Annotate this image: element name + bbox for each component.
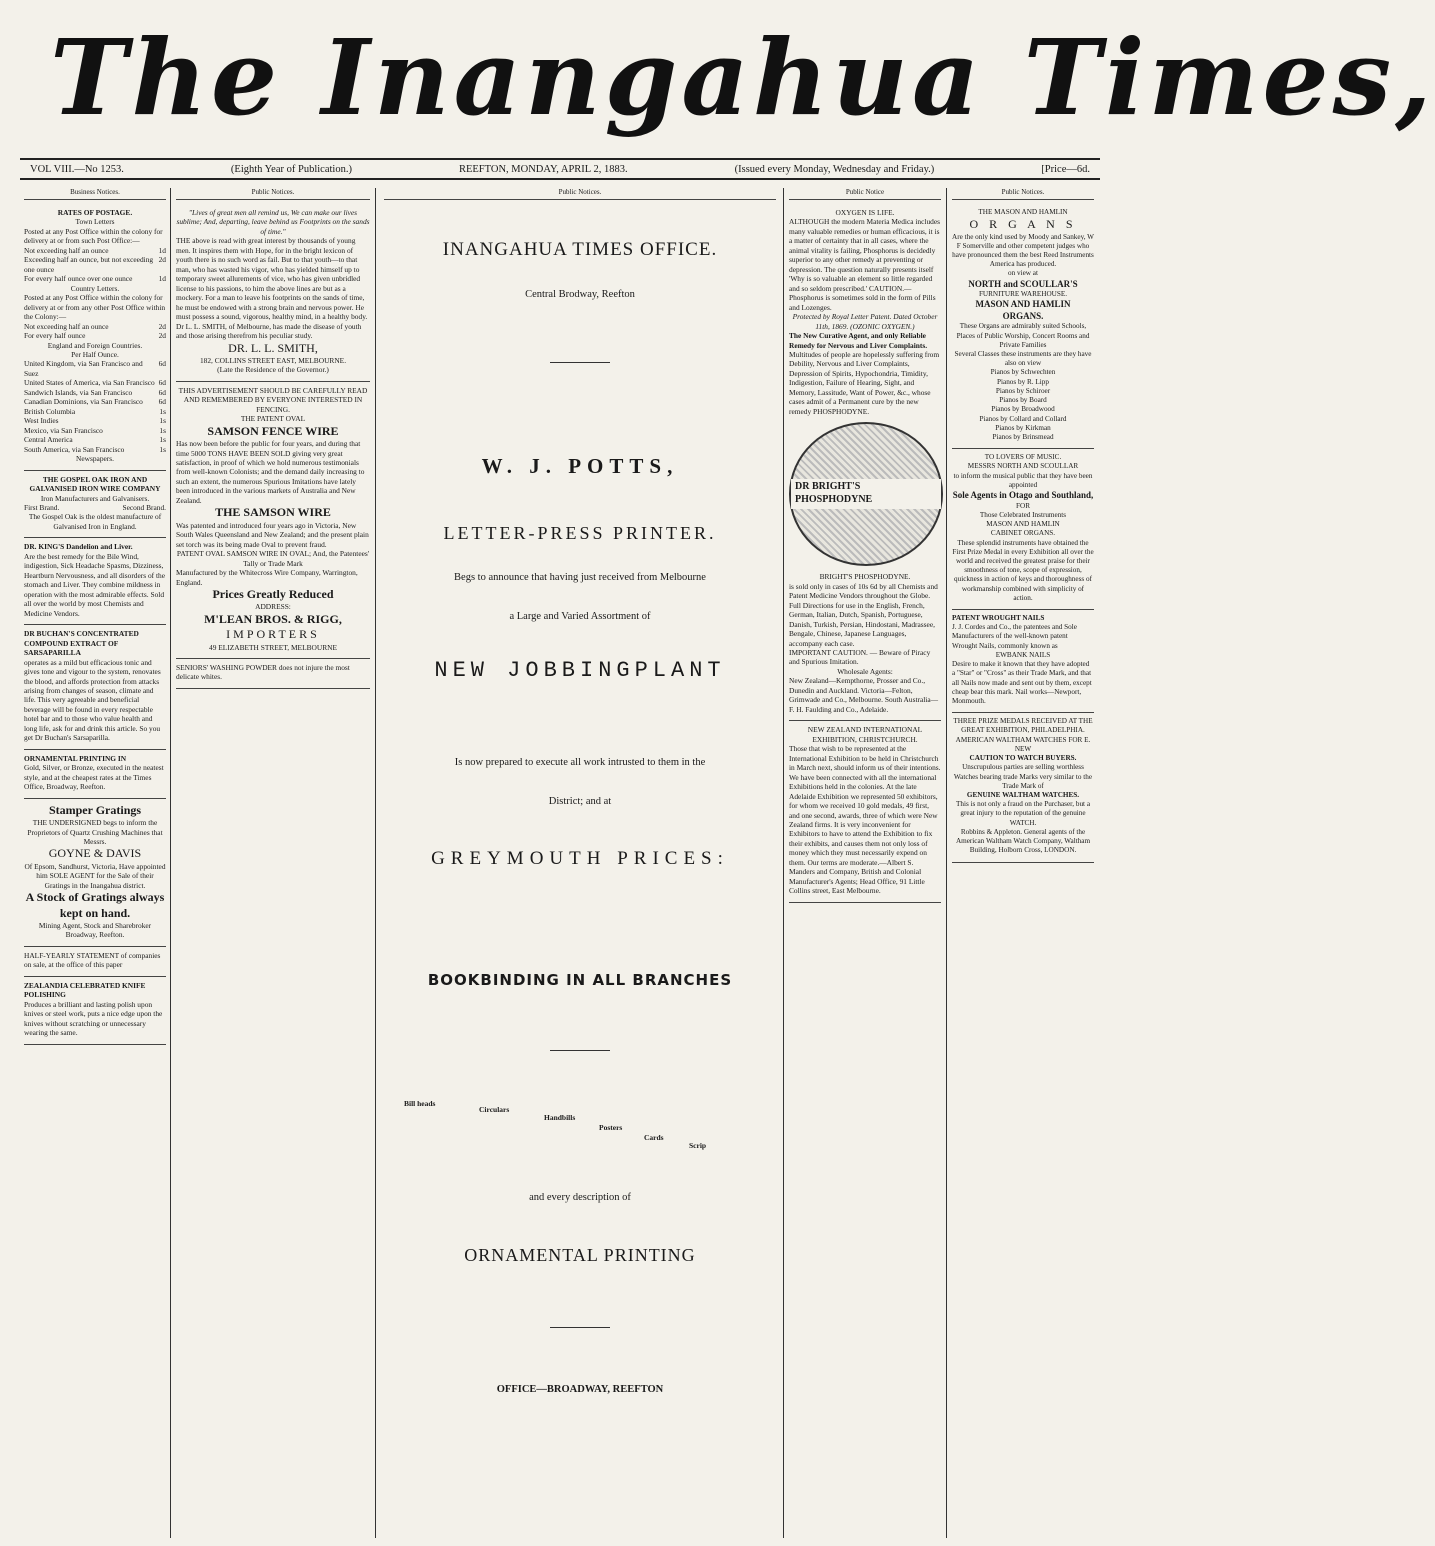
north-scoullar: NORTH and SCOULLAR'S bbox=[968, 278, 1078, 289]
column-rule bbox=[375, 188, 376, 1538]
half-yearly-ad bbox=[24, 947, 166, 977]
prize-medals: THREE PRIZE MEDALS RECEIVED AT THE GREAT EXHIBITION, PHILADELPHIA. bbox=[953, 717, 1093, 735]
circulars: Circulars bbox=[479, 1105, 510, 1115]
zealandia-text: Produces a brilliant and lasting polish upon knives or steel work, puts a nice edge upon the knives without scratching or unnecessary wearing the same. bbox=[24, 999, 163, 1038]
postage-rates-notice bbox=[24, 204, 166, 471]
piano-item: Pianos by Broadwood bbox=[991, 405, 1055, 414]
seniors-text: SENIORS' WASHING POWDER does not injure the most delicate whites. bbox=[176, 662, 350, 682]
messrs-north: MESSRS NORTH AND SCOULLAR bbox=[967, 462, 1079, 471]
on-view: on view at bbox=[1008, 269, 1038, 278]
furniture-warehouse: FURNITURE WAREHOUSE. bbox=[978, 290, 1068, 299]
rate-row: Sandwich Islands, via San Francisco 6d bbox=[24, 387, 166, 397]
issue-date: REEFTON, MONDAY, APRIL 2, 1883. bbox=[458, 163, 628, 175]
importers: IMPORTERS bbox=[226, 627, 320, 642]
ornamental-text: Gold, Silver, or Bronze, executed in the neatest style, and at the cheapest rates at the Times Office, Broadway, Reefton. bbox=[24, 763, 164, 792]
wrought-nails-ad bbox=[952, 610, 1094, 713]
curative-agent: The New Curative Agent, and only Reliable Remedy for Nervous and Liver Complaints. bbox=[789, 331, 928, 350]
mason-text: Are the only kind used by Moody and Sankey, W F Somerville and other competent judges who have pronounced them the best Reed Instruments America has produced. bbox=[952, 232, 1094, 269]
prices-reduced: Prices Greatly Reduced bbox=[212, 586, 334, 601]
divider bbox=[550, 362, 610, 363]
dr-smith-note: (Late the Residence of the Governor.) bbox=[217, 365, 329, 375]
address-label: ADDRESS: bbox=[255, 602, 291, 612]
price: [Price—6d. bbox=[1041, 163, 1090, 175]
piano-item: Pianos by Kirkman bbox=[995, 423, 1051, 432]
town-letters-text: Posted at any Post Office within the colony for delivery at or from such Post Office:— bbox=[24, 226, 163, 246]
column-printing-office-ad bbox=[380, 188, 780, 1538]
prepared-text: Is now prepared to execute all work intrusted to them in the bbox=[454, 756, 706, 768]
ornamental-printing: ORNAMENTAL PRINTING bbox=[464, 1245, 696, 1266]
inform-text: to inform the musical public that they have been appointed bbox=[953, 471, 1093, 489]
greymouth-prices: GREYMOUTH PRICES: bbox=[431, 847, 729, 869]
column-rule bbox=[783, 188, 784, 1538]
rate-row: Not exceeding half an ounce 2d bbox=[24, 321, 166, 331]
rate-row: United Kingdom, via San Francisco and Suez 6d bbox=[24, 359, 166, 378]
exhibition-title: NEW ZEALAND INTERNATIONAL EXHIBITION, CHRISTCHURCH. bbox=[807, 725, 923, 744]
cabinet-organs: CABINET ORGANS. bbox=[990, 529, 1056, 538]
every-description: and every description of bbox=[529, 1192, 631, 1204]
potts-name: W. J. POTTS, bbox=[481, 453, 679, 478]
column-heading: Public Notice bbox=[789, 188, 941, 200]
trademark-label: DR BRIGHT'S PHOSPHODYNE bbox=[791, 479, 941, 509]
publication-year: (Eighth Year of Publication.) bbox=[230, 163, 352, 175]
dr-buchan-text: operates as a mild but efficacious tonic and gives tone and vigour to the system, renovates the blood, and affords protection from attacks arising from changes of season, climate and life. This very agreeable and beneficial beverage will be found in every respectable hotel bar and to those who value health and long life, ask for and drink this article. So you get Dr Buchan's Sarsaparilla. bbox=[24, 657, 161, 743]
issue-schedule: (Issued every Monday, Wednesday and Friday.) bbox=[734, 163, 935, 175]
piano-item: Pianos by Brinsmead bbox=[992, 433, 1054, 442]
oxygen-text: ALTHOUGH the modern Materia Medica includes many valuable remedies or human efficacious, it is a matter of certainty that in all cases, where the animal vitality is failing, Phosphorus is decidedly superior to any other remedy at preventing or depression. The question naturally presents itself 'Why is so valuable an element so little regarded and so seldom prescribed.' CAUTION.—Phosphorus is sometimes sold in the form of Pills and Lozenges. bbox=[789, 217, 940, 312]
posters: Posters bbox=[599, 1123, 623, 1133]
district-text: District; and at bbox=[548, 796, 612, 808]
exhibition-ad bbox=[789, 721, 941, 902]
samson-text: Has now been before the public for four years, and during that time 5000 TONS HAVE BEEN SOLD giving very great satisfaction, in proof of which we hold numerous testimonials from well-known Colonists; and the demand daily increasing to such an extent, the numerous Spurious Imitations have lately been introduced in the various markets of Australia and New Zealand. bbox=[176, 439, 365, 505]
newspapers-heading: Newspapers. bbox=[76, 454, 114, 464]
for-label: FOR bbox=[1016, 501, 1030, 510]
stock-of-gratings: A Stock of Gratings always kept on hand. bbox=[25, 890, 165, 920]
piano-item: Pianos by Board bbox=[999, 396, 1047, 405]
column-rule bbox=[946, 188, 947, 1538]
office-location: Central Brodway, Reefton bbox=[525, 289, 635, 301]
nails-more: Desire to make it known that they have adopted a "Star" or "Cross" as their Trade Mark, and that all Nails now made and sent out by them, except cheap bear this mark. Nail works—Newport, Monmouth. bbox=[952, 660, 1092, 705]
column-public-notice-2 bbox=[785, 188, 945, 1538]
cure-text: Multitudes of people are hopelessly suffering from Debility, Nervous and Liver Complaints, Depression of Spirits, Hypochondria, Timidity, Indigestion, Failure of Hearing, Sight, and Memory, Lassitude, Want of Power, &c., whose cases admit of a Permanent cure by the new remedy PHOSPHODYNE. bbox=[789, 349, 940, 416]
samson-text-2: Was patented and introduced four years ago in Victoria, New South Wales Queensland and New Zealand; and the present plain set torch was its being made Oval to prevent fraud. bbox=[176, 520, 369, 549]
rate-row: British Columbia 1s bbox=[24, 406, 166, 416]
half-yearly-text: HALF-YEARLY STATEMENT of companies on sale, at the office of this paper bbox=[24, 950, 161, 970]
poem: "Lives of great men all remind us, We can make our lives sublime; And, departing, leave behind us Footprints on the sands of time." bbox=[176, 207, 370, 236]
celebrated: Those Celebrated Instruments bbox=[979, 510, 1067, 519]
manufactured-by: Manufactured by the Whitecross Wire Company, Warrington, England. bbox=[176, 568, 358, 587]
large-assortment: a Large and Varied Assortment of bbox=[509, 611, 651, 623]
mclean-bros: M'LEAN BROS. & RIGG, bbox=[204, 611, 342, 626]
dr-smith-address: 182, COLLINS STREET EAST, MELBOURNE. bbox=[199, 355, 347, 365]
dr-king-title: DR. KING'S Dandelion and Liver. bbox=[24, 542, 133, 552]
waltham-watches-ad bbox=[952, 713, 1094, 862]
column-heading: Business Notices. bbox=[24, 188, 166, 200]
divider bbox=[550, 1327, 610, 1328]
ornamental-title: ORNAMENTAL PRINTING IN bbox=[24, 753, 127, 763]
bookbinding: BOOKBINDING IN ALL BRANCHES bbox=[427, 970, 733, 989]
important-caution: IMPORTANT CAUTION. — Beware of Piracy and Spurious Imitation. bbox=[789, 648, 931, 667]
classes-text: Several Classes these instruments are they have also on view bbox=[954, 350, 1092, 368]
column-heading: Public Notices. bbox=[384, 188, 776, 200]
newspaper-title: The Inangahua Times, bbox=[50, 16, 1435, 139]
mason-hamlin-top: THE MASON AND HAMLIN bbox=[978, 207, 1068, 216]
fencing-notice: THIS ADVERTISEMENT SHOULD BE CAREFULLY READ AND REMEMBERED BY EVERYONE INTERESTED IN FENCING. bbox=[178, 385, 368, 414]
column-business-notices bbox=[20, 188, 170, 1538]
gospel-oak-ad bbox=[24, 471, 166, 539]
office-title: INANGAHUA TIMES OFFICE. bbox=[442, 238, 718, 260]
cards: Cards bbox=[644, 1133, 664, 1143]
suited-text: These Organs are admirably suited Schools, Places of Public Worship, Concert Rooms and Private Families bbox=[956, 322, 1090, 349]
rate-row: Not exceeding half an ounce 1d bbox=[24, 245, 166, 255]
music-lovers-ad bbox=[952, 449, 1094, 610]
elizabeth-street: 49 ELIZABETH STREET, MELBOURNE bbox=[209, 642, 337, 652]
rate-row: Mexico, via San Francisco 1s bbox=[24, 425, 166, 435]
office-broadway: OFFICE—BROADWAY, REEFTON bbox=[496, 1384, 664, 1396]
stamper-gratings-ad bbox=[24, 799, 166, 947]
mason-hamlin-ad bbox=[952, 204, 1094, 449]
dr-king-ad bbox=[24, 538, 166, 625]
stamper-title: Stamper Gratings bbox=[48, 802, 142, 817]
bright-title: BRIGHT'S PHOSPHODYNE. bbox=[819, 572, 911, 582]
samson-title-2: THE SAMSON WIRE bbox=[215, 505, 331, 520]
second-brand: Second Brand. bbox=[122, 503, 166, 513]
dateline-bar bbox=[20, 158, 1100, 180]
mining-agent: Mining Agent, Stock and Sharebroker Broadway, Reefton. bbox=[38, 920, 152, 940]
gospel-oak-title: THE GOSPEL OAK IRON AND GALVANISED IRON WIRE COMPANY bbox=[29, 474, 161, 494]
bright-text: is sold only in cases of 10s 6d by all Chemists and Patent Medicine Vendors throughout the Globe. Full Directions for use in the English, French, German, Italian, Dutch, Spanish, Portuguese, Danish, Turkish, Persian, Hindostani, Madrassee, Bengale, Chinese, Japanese Languages, accompany each case. bbox=[789, 581, 938, 648]
rate-row: United States of America, via San Francisco 6d bbox=[24, 378, 166, 388]
caution-title: CAUTION TO WATCH BUYERS. bbox=[969, 754, 1077, 763]
rate-row: For every half ounce over one ounce 1d bbox=[24, 274, 166, 284]
column-heading: Public Notices. bbox=[176, 188, 370, 200]
phosphodyne-trademark-image bbox=[789, 422, 943, 566]
jobbing-plant: NEW JOBBINGPLANT bbox=[434, 658, 726, 684]
zealandia-title: ZEALANDIA CELEBRATED KNIFE POLISHING bbox=[24, 980, 146, 1000]
dr-smith-body: THE above is read with great interest by thousands of young men. It inspires them with Hope, for in the bright lexicon of youth there is no such word as fail. But to that youth—to that man, who has wasted his vigor, who has yielded himself up to temporary sweet allurements of vice, who has given unbridled license to his passions, to him the above lines are but as a mockery. For a man to leave his footprints on the sands of time, he must be endowed with a strong brain and nervous power. He must possess a sound, vigorous, healthy mind, in a healthy body. Dr L. L. SMITH, of Melbourne, has made the disease of youth and those arising therefrom his peculiar study. bbox=[176, 236, 368, 341]
nails-title: PATENT WROUGHT NAILS bbox=[952, 614, 1045, 623]
waltham-title: AMERICAN WALTHAM WATCHES FOR E. NEW bbox=[955, 735, 1091, 753]
oxygen-title: OXYGEN IS LIFE. bbox=[835, 207, 895, 217]
genuine-text: This is not only a fraud on the Purchaser, but a great injury to the reputation of the genuine WATCH. bbox=[955, 800, 1091, 827]
country-letters-text: Posted at any Post Office within the colony for delivery at or from any other Post Office within the Colony:— bbox=[24, 293, 166, 322]
goyne-text: Of Epsom, Sandhurst, Victoria, Have appointed him SOLE AGENT for the Sale of their Gratings in the Inangahua district. bbox=[24, 861, 166, 890]
rate-row: Central America 1s bbox=[24, 435, 166, 445]
bill-heads: Bill heads bbox=[404, 1099, 436, 1109]
gospel-oak-subtitle: Iron Manufacturers and Galvanisers. bbox=[40, 493, 150, 503]
mason-hamlin-3: MASON AND HAMLIN bbox=[986, 520, 1060, 529]
first-brand: First Brand. bbox=[24, 503, 60, 513]
dr-smith-ad bbox=[176, 204, 370, 382]
volume-number: VOL VIII.—No 1253. bbox=[30, 163, 124, 175]
rate-row: West Indies 1s bbox=[24, 416, 166, 426]
organs-2: ORGANS. bbox=[1002, 310, 1044, 321]
rate-row: Canadian Dominions, via San Francisco 6d bbox=[24, 397, 166, 407]
country-letters-heading: Country Letters. bbox=[70, 283, 120, 293]
patent-oval-heading: THE PATENT OVAL bbox=[240, 414, 306, 424]
caution-text: Unscrupulous parties are selling worthless Watches bearing trade Marks very similar to the Trade Mark of bbox=[953, 763, 1093, 790]
zealandia-ad bbox=[24, 977, 166, 1045]
samson-wire-ad bbox=[176, 382, 370, 659]
mason-hamlin-2: MASON AND HAMLIN bbox=[975, 299, 1071, 310]
piano-item: Pianos by R. Lipp bbox=[997, 377, 1049, 386]
letterpress-printer: LETTER-PRESS PRINTER. bbox=[443, 522, 717, 543]
sole-agents: Sole Agents in Otago and Southland, bbox=[952, 490, 1094, 501]
phosphodyne-ad bbox=[789, 204, 941, 721]
samson-title: SAMSON FENCE WIRE bbox=[207, 423, 339, 438]
town-letters-heading: Town Letters bbox=[75, 217, 115, 227]
column-rule bbox=[170, 188, 171, 1538]
seniors-washing-powder-ad bbox=[176, 659, 370, 689]
piano-item: Pianos by Collard and Collard bbox=[979, 414, 1067, 423]
england-heading: England and Foreign Countries. bbox=[47, 340, 143, 350]
postage-title: RATES OF POSTAGE. bbox=[57, 207, 133, 217]
lovers-of-music: TO LOVERS OF MUSIC. bbox=[984, 453, 1062, 462]
announcement: Begs to announce that having just received from Melbourne bbox=[454, 571, 706, 583]
stamper-text: THE UNDERSIGNED begs to inform the Proprietors of Quartz Crushing Machines that Messrs. bbox=[27, 818, 163, 846]
organs: O R G A N S bbox=[969, 217, 1077, 232]
piano-item: Pianos by Schiroer bbox=[995, 386, 1051, 395]
per-half-ounce: Per Half Ounce. bbox=[71, 349, 119, 359]
exhibition-text: Those that wish to be represented at the International Exhibition to be held in Christchurch in March next, should inform us of their intentions. We have been connected with all the international Exhibitions held in the colonies. At the late Adelaide Exhibition we represented 50 exhibitors, for whom we received 10 gold medals, 49 first, and one second, awards, three of which were New Zealand firms. It is very inconvenient for Exhibitors to have to attend the Exhibition to fix their exhibits, and causes them not only loss of money which they must necessarily expend on them. Our terms are moderate.—Albert S. Manders and Company, British and Colonial Manufacturer's Agents; Head Office, 91 Little Collins street, East Melbourne. bbox=[789, 744, 941, 896]
protected-patent: Protected by Royal Letter Patent. Dated October 11th, 1869. (OZONIC OXYGEN.) bbox=[792, 312, 938, 331]
goyne-davis: GOYNE & DAVIS bbox=[48, 846, 142, 861]
divider bbox=[550, 1050, 610, 1051]
nails-text: J. J. Cordes and Co., the patentees and Sole Manufacturers of the well-known patent Wrought Nails, commonly known as bbox=[952, 623, 1077, 650]
piano-item: Pianos by Schwechten bbox=[990, 368, 1056, 377]
job-types bbox=[384, 1099, 776, 1179]
dr-buchan-title: DR BUCHAN'S CONCENTRATED COMPOUND EXTRACT OF SARSAPARILLA bbox=[24, 629, 139, 658]
handbills: Handbills bbox=[544, 1113, 576, 1123]
scrip: Scrip bbox=[689, 1141, 707, 1151]
ornamental-printing-ad bbox=[24, 750, 166, 799]
splendid-text: These splendid instruments have obtained the First Prize Medal in every Exhibition all over the world and received the greatest praise for their smoothness of tone, scope of expression, quickness in action of keys and thoroughness of workmanship combined with simplicity of action. bbox=[952, 538, 1094, 602]
patent-tally: PATENT OVAL SAMSON WIRE IN OVAL; And, the Patentees' Tally or Trade Mark bbox=[176, 549, 370, 568]
genuine-waltham: GENUINE WALTHAM WATCHES. bbox=[966, 790, 1080, 799]
dr-buchan-ad bbox=[24, 625, 166, 750]
rate-row: South America, via San Francisco 1s bbox=[24, 444, 166, 454]
column-public-notices-3 bbox=[948, 188, 1098, 1538]
wholesale-heading: Wholesale Agents: bbox=[837, 666, 893, 676]
gospel-oak-note: The Gospel Oak is the oldest manufacture of Galvanised Iron in England. bbox=[28, 512, 162, 531]
masthead bbox=[50, 8, 1435, 148]
wholesale-text: New Zealand—Kempthorne, Prosser and Co., Dunedin and Auckland. Victoria—Felton, Grimwade and Co., Melbourne. South Australia—F. H. Faulding and Co., Adelaide. bbox=[789, 676, 939, 714]
ewbank-nails: EWBANK NAILS bbox=[995, 650, 1051, 659]
robbins-appleton: Robbins & Appleton. General agents of the American Waltham Watch Company, Waltham Building, Holborn Cross, LONDON. bbox=[955, 827, 1091, 855]
column-public-notices-1 bbox=[172, 188, 374, 1538]
dr-king-text: Are the best remedy for the Bile Wind, indigestion, Sick Headache Spasms, Dizziness, Heartburn Nervousness, and all disorders of the stomach and Liver. They combine mildness in operation with the most admirable effects. Sold all over the world by most Chemists and Medicine Vendors. bbox=[24, 551, 165, 618]
dr-smith-name: DR. L. L. SMITH, bbox=[228, 340, 318, 355]
rate-row: For every half ounce 2d bbox=[24, 331, 166, 341]
rate-row: Exceeding half an ounce, but not exceeding one ounce 2d bbox=[24, 255, 166, 274]
column-heading: Public Notices. bbox=[952, 188, 1094, 200]
